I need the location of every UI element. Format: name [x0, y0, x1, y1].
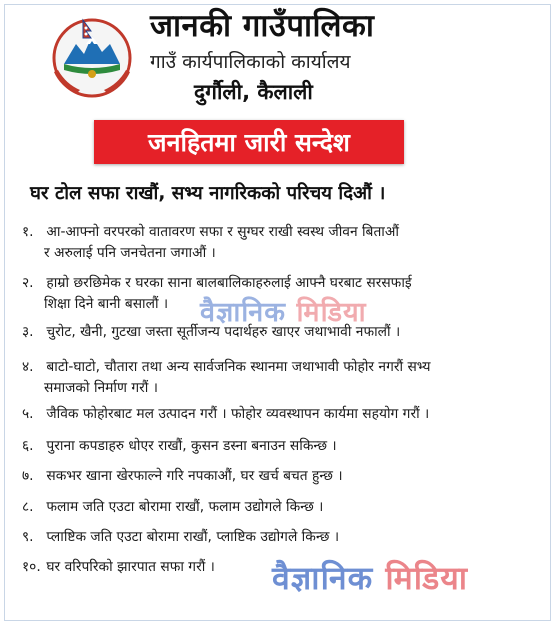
item-text: घर वरिपरिको झारपात सफा गरौं । — [46, 559, 215, 575]
item-number: ७. — [22, 468, 34, 484]
item-number: ३. — [22, 324, 34, 340]
list-item-4 — [22, 357, 537, 399]
watermark-part1: वैज्ञानिक — [200, 297, 287, 328]
item-number: १०. — [22, 559, 41, 575]
item-number: २. — [22, 275, 34, 291]
list-item-10 — [22, 557, 537, 578]
list-item-7 — [22, 466, 537, 487]
list-item-8 — [22, 497, 537, 518]
notice-headline: घर टोल सफा राखौं, सभ्य नागरिकको परिचय दिऔं । — [30, 183, 386, 204]
watermark-part2: मिडिया — [296, 297, 367, 328]
item-text: प्लाष्टिक जति एउटा बोरामा राखौं, प्लाष्टिक उद्योगले किन्छ । — [46, 529, 340, 545]
item-number: १. — [22, 224, 34, 240]
item-text: जैविक फोहोरबाट मल उत्पादन गरौं । फोहोर व्यवस्थापन कार्यमा सहयोग गरौं । — [46, 406, 430, 422]
watermark-part1: वैज्ञानिक — [272, 559, 374, 597]
item-number: ८. — [22, 499, 34, 515]
location-text: दुर्गौली, कैलाली — [194, 80, 313, 104]
office-subtitle: गाउँ कार्यपालिकाको कार्यालय — [150, 51, 351, 73]
nepal-emblem-icon — [50, 14, 134, 98]
item-number: ९. — [22, 529, 34, 545]
list-item-9 — [22, 527, 537, 548]
list-item-3 — [22, 322, 537, 343]
item-text: आ-आफ्नो वरपरको वातावरण सफा र सुग्घर राखी स्वस्थ जीवन बिताऔं — [46, 224, 399, 240]
list-item-2 — [22, 273, 537, 315]
item-text: हाम्रो छरछिमेक र घरका साना बालबालिकाहरुलाई आफ्नै घरबाट सरसफाई — [46, 275, 412, 291]
item-number: ५. — [22, 406, 34, 422]
municipality-title: जानकी गाउँपालिका — [150, 8, 375, 44]
item-text: पुराना कपडाहरु धोएर राखौं, कुसन डस्ना बनाउन सकिन्छ । — [46, 438, 337, 454]
item-text-continued: समाजको निर्माण गरौं । — [44, 380, 158, 396]
item-text-continued: र अरुलाई पनि जनचेतना जगाऔं । — [44, 245, 216, 261]
item-text: चुरोट, खैनी, गुटखा जस्ता सूर्तीजन्य पदार्थहरु खाएर जथाभावी नफालौं । — [46, 324, 401, 340]
list-item-5 — [22, 404, 537, 425]
list-item-1 — [22, 222, 537, 264]
item-number: ६. — [22, 438, 34, 454]
list-item-6 — [22, 436, 537, 457]
watermark-part2: मिडिया — [385, 559, 469, 597]
notice-banner — [94, 120, 404, 164]
item-number: ४. — [22, 359, 34, 375]
banner-text: जनहितमा जारी सन्देश — [148, 128, 350, 157]
item-text: सकभर खाना खेरफाल्ने गरि नपकाऔं, घर खर्च बचत हुन्छ । — [46, 468, 343, 484]
item-text: बाटो-घाटो, चौतारा तथा अन्य सार्वजनिक स्थानमा जथाभावी फोहोर नगरौं सभ्य — [46, 359, 431, 375]
item-text-continued: शिक्षा दिने बानी बसालौं । — [44, 296, 169, 312]
item-text: फलाम जति एउटा बोरामा राखौं, फलाम उद्योगले किन्छ । — [46, 499, 324, 515]
